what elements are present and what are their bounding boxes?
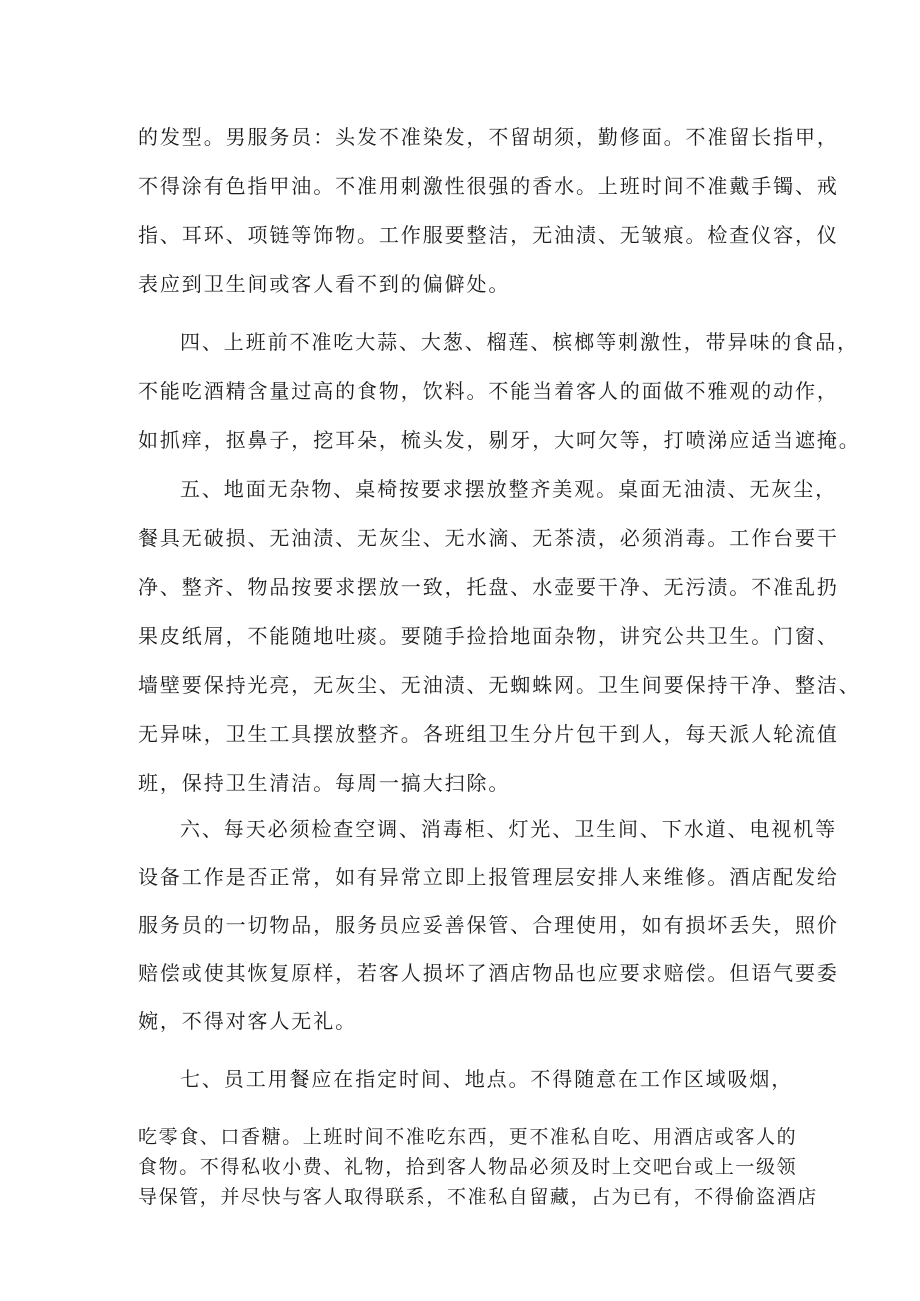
text-line: 墙壁要保持光亮，无灰尘、无油渍、无蜘蛛网。卫生间要保持干净、整洁、 [138,673,861,697]
text-line: 净、整齐、物品按要求摆放一致，托盘、水壶要干净、无污渍。不准乱扔 [138,575,839,599]
text-line: 不能吃酒精含量过高的食物，饮料。不能当着客人的面做不雅观的动作， [138,379,839,403]
paragraph-5-first-line: 五、地面无杂物、桌椅按要求摆放整齐美观。桌面无油渍、无灰尘， [180,477,837,501]
text-line: 班，保持卫生清洁。每周一搞大扫除。 [138,771,511,795]
text-line: 餐具无破损、无油渍、无灰尘、无水滴、无茶渍，必须消毒。工作台要干 [138,526,839,550]
text-line: 食物。不得私收小费、礼物，拾到客人物品必须及时上交吧台或上一级领 [138,1156,798,1178]
text-line: 服务员的一切物品，服务员应妥善保管、合理使用，如有损坏丢失，照价 [138,913,839,937]
text-line: 婉，不得对客人无礼。 [138,1009,357,1033]
text-line: 指、耳环、项链等饰物。工作服要整洁，无油渍、无皱痕。检查仪容，仪 [138,223,839,247]
text-line: 赔偿或使其恢复原样，若客人损坏了酒店物品也应要求赔偿。但语气要委 [138,961,839,985]
paragraph-4-first-line: 四、上班前不准吃大蒜、大葱、榴莲、槟榔等刺激性，带异味的食品， [180,330,859,354]
text-line: 设备工作是否正常，如有异常立即上报管理层安排人来维修。酒店配发给 [138,865,839,889]
text-line: 如抓痒，抠鼻子，挖耳朵，梳头发，剔牙，大呵欠等，打喷涕应适当遮掩。 [138,428,861,452]
paragraph-7-first-line: 七、员工用餐应在指定时间、地点。不得随意在工作区域吸烟， [180,1067,794,1091]
text-line: 吃零食、口香糖。上班时间不准吃东西，更不准私自吃、用酒店或客人的 [138,1126,798,1148]
paragraph-6-first-line: 六、每天必须检查空调、消毒柜、灯光、卫生间、下水道、电视机等 [180,817,837,841]
text-line: 表应到卫生间或客人看不到的偏僻处。 [138,272,511,296]
text-line: 不得涂有色指甲油。不准用刺激性很强的香水。上班时间不准戴手镯、戒 [138,174,839,198]
text-line: 果皮纸屑，不能随地吐痰。要随手捡拾地面杂物，讲究公共卫生。门窗、 [138,624,839,648]
text-line: 的发型。男服务员：头发不准染发，不留胡须，勤修面。不准留长指甲， [138,125,839,149]
text-line: 导保管，并尽快与客人取得联系，不准私自留藏，占为已有，不得偷盗酒店 [138,1186,818,1208]
text-line: 无异味，卫生工具摆放整齐。各班组卫生分片包干到人，每天派人轮流值 [138,722,839,746]
